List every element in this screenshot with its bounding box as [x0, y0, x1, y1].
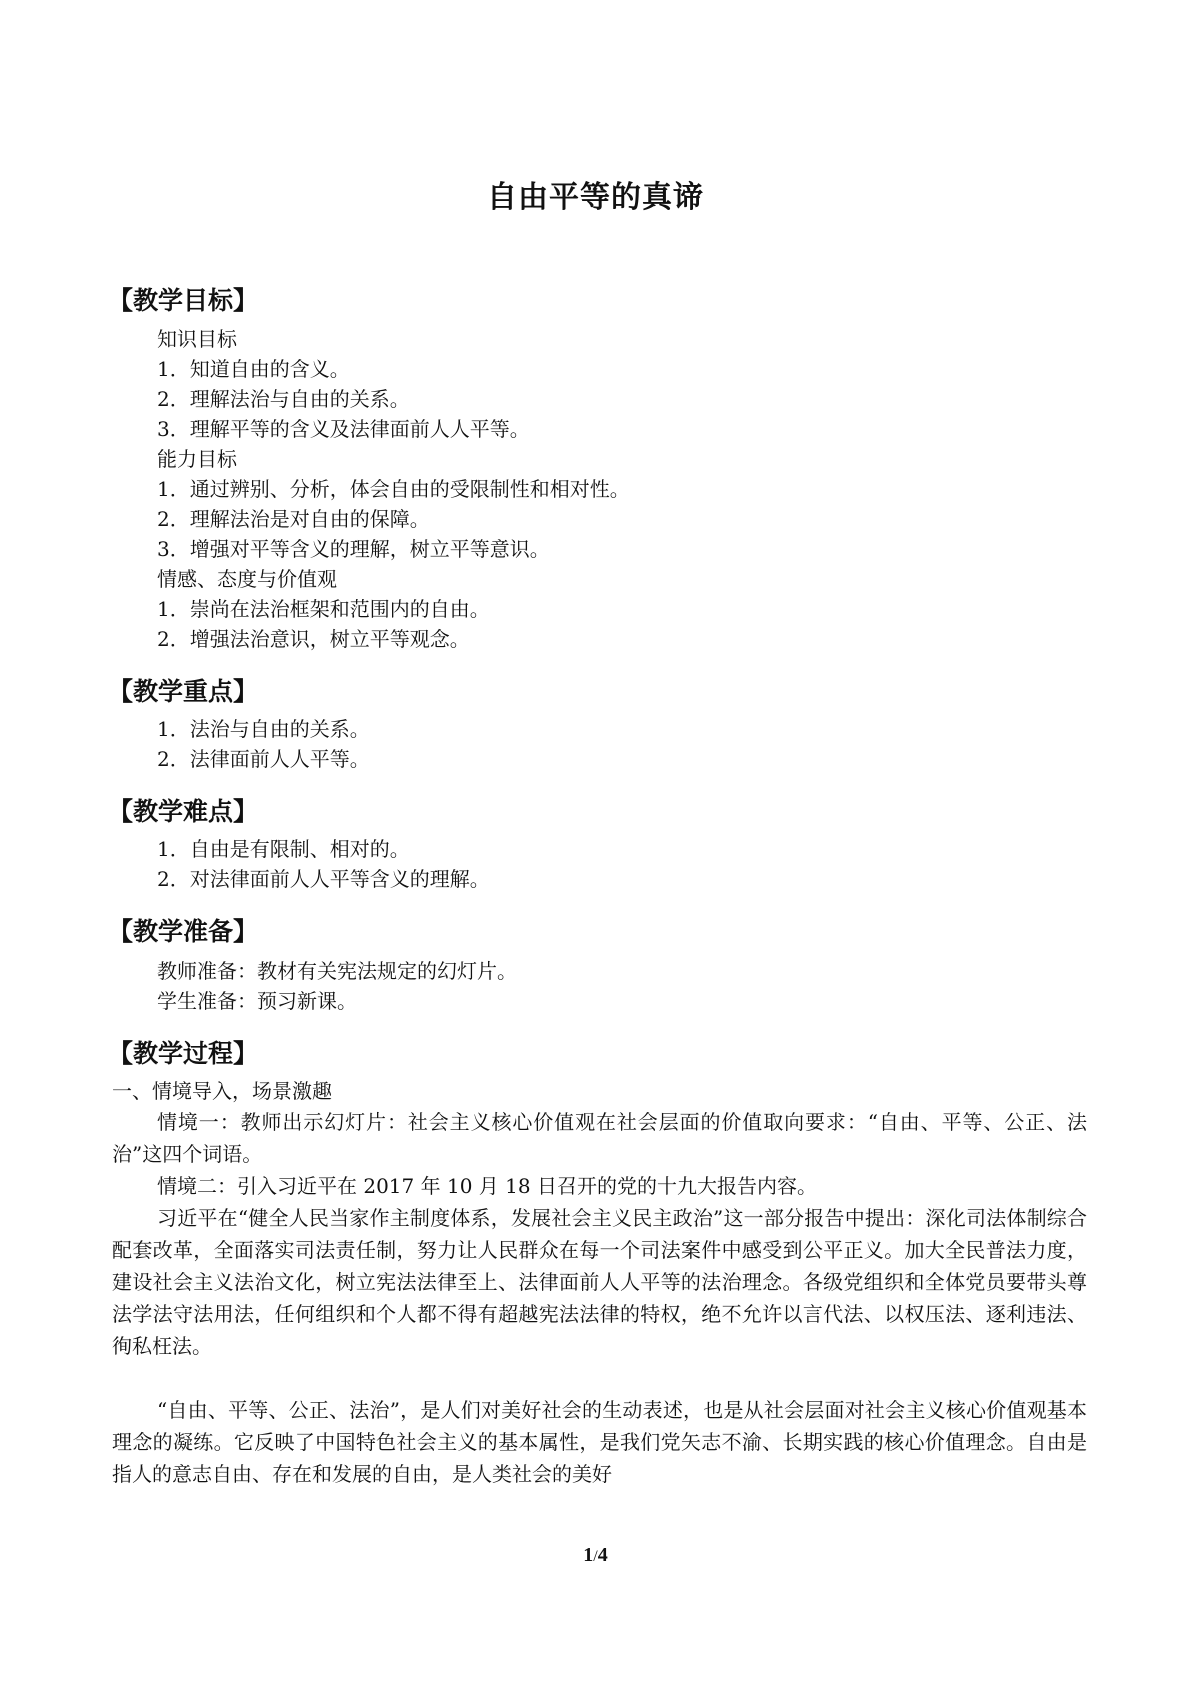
paragraph: 情境一：教师出示幻灯片：社会主义核心价值观在社会层面的价值取向要求：“自由、平等、公正、法治”这四个词语。: [112, 1110, 1087, 1166]
list-item: 1．知道自由的含义。: [157, 357, 350, 381]
page-total: 4: [597, 1544, 608, 1566]
list-item: 教师准备：教材有关宪法规定的幻灯片。: [157, 959, 517, 983]
page-separator: /: [593, 1548, 598, 1565]
page-number: [0, 1544, 1191, 1567]
list-item: 1．崇尚在法治框架和范围内的自由。: [157, 597, 490, 621]
list-item: 1．自由是有限制、相对的。: [157, 837, 410, 861]
list-item: 2．理解法治是对自由的保障。: [157, 507, 430, 531]
process-step-heading: 一、情境导入，场景激趣: [112, 1079, 332, 1103]
paragraph: 情境二：引入习近平在 2017 年 10 月 18 日召开的党的十九大报告内容。: [157, 1174, 817, 1198]
list-item: 3．理解平等的含义及法律面前人人平等。: [157, 417, 530, 441]
paragraph: “自由、平等、公正、法治”，是人们对美好社会的生动表述，也是从社会层面对社会主义核心价值观基本理念的凝练。它反映了中国特色社会主义的基本属性，是我们党矢志不渝、长期实践的核心价值理念。自由是指人的意志自由、存在和发展的自由，是人类社会的美好: [112, 1398, 1087, 1486]
page-current: 1: [583, 1544, 594, 1566]
list-item: 1．通过辨别、分析，体会自由的受限制性和相对性。: [157, 477, 630, 501]
list-item: 3．增强对平等含义的理解，树立平等意识。: [157, 537, 550, 561]
list-item: 2．法律面前人人平等。: [157, 747, 370, 771]
subheading-ability: 能力目标: [157, 447, 237, 471]
list-item: 学生准备：预习新课。: [157, 989, 357, 1013]
section-heading-key-points: 【教学重点】: [108, 677, 259, 706]
list-item: 2．理解法治与自由的关系。: [157, 387, 410, 411]
subheading-knowledge: 知识目标: [157, 327, 237, 351]
list-item: 1．法治与自由的关系。: [157, 717, 370, 741]
section-heading-objectives: 【教学目标】: [108, 286, 259, 315]
document-title: 自由平等的真谛: [487, 180, 704, 215]
subheading-attitude: 情感、态度与价值观: [157, 567, 337, 591]
section-heading-preparation: 【教学准备】: [108, 917, 259, 946]
list-item: 2．对法律面前人人平等含义的理解。: [157, 867, 490, 891]
list-item: 2．增强法治意识，树立平等观念。: [157, 627, 470, 651]
section-heading-difficulties: 【教学难点】: [108, 797, 259, 826]
paragraph: 习近平在“健全人民当家作主制度体系，发展社会主义民主政治”这一部分报告中提出：深化司法体制综合配套改革，全面落实司法责任制，努力让人民群众在每一个司法案件中感受到公平正义。加大全民普法力度，建设社会主义法治文化，树立宪法法律至上、法律面前人人平等的法治理念。各级党组织和全体党员要带头尊法学法守法用法，任何组织和个人都不得有超越宪法法律的特权，绝不允许以言代法、以权压法、逐利违法、徇私枉法。: [112, 1206, 1087, 1358]
section-heading-process: 【教学过程】: [108, 1039, 259, 1068]
